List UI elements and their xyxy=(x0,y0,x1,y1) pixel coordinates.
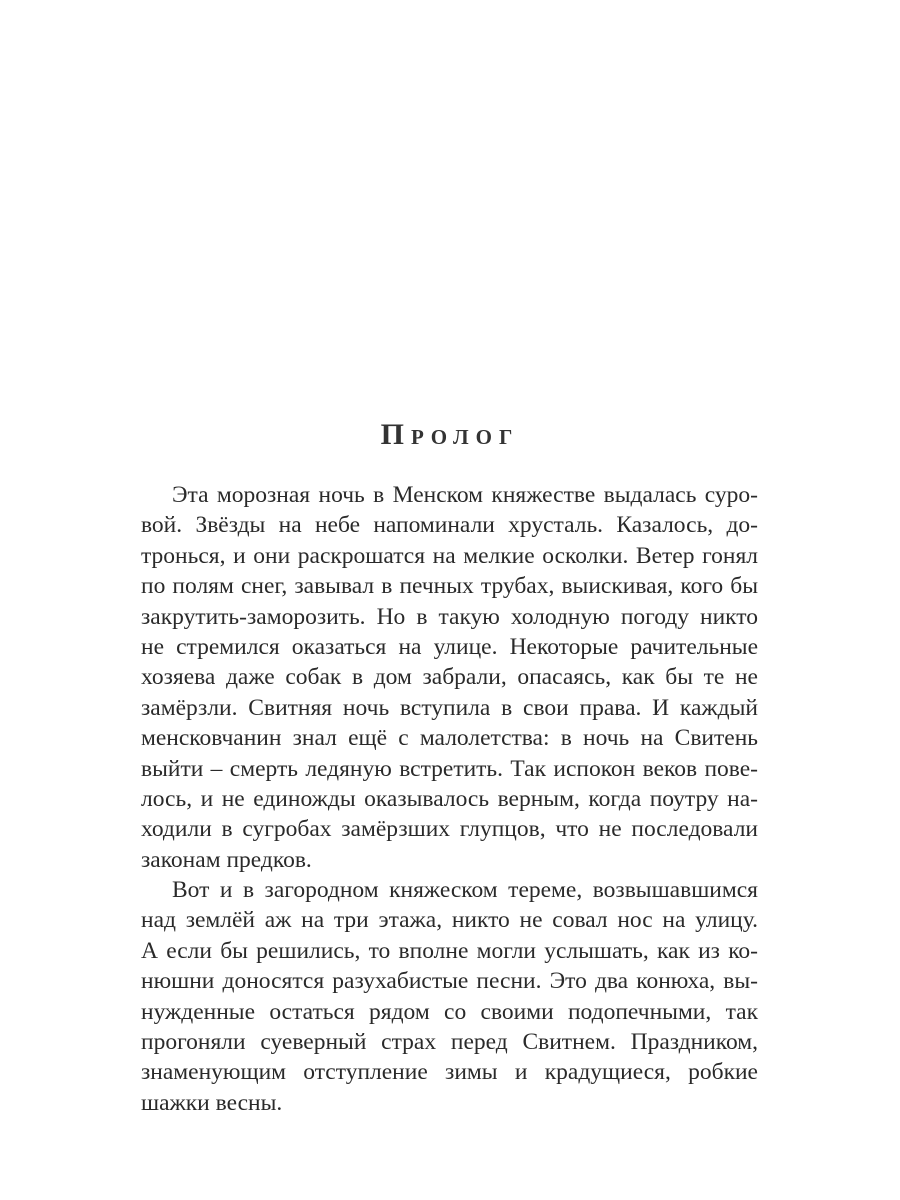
text-line: над землёй аж на три этажа, никто не совал нос на улицу. xyxy=(141,907,758,934)
chapter-title: Пролог xyxy=(380,418,520,451)
text-line: лось, и не единожды оказывалось верным, когда поутру на- xyxy=(141,785,758,812)
text-line: выйти – смерть ледяную встретить. Так испокон веков пове- xyxy=(141,755,758,782)
text-line: тронься, и они раскрошатся на мелкие осколки. Ветер гонял xyxy=(141,542,758,569)
text-line: нюшни доносятся разухабистые песни. Это два конюха, вы- xyxy=(141,968,758,995)
text-line: хозяева даже собак в дом забрали, опасаясь, как бы те не xyxy=(141,664,758,691)
paragraph xyxy=(141,875,758,1118)
text-line: менсковчанин знал ещё с малолетства: в ночь на Свитень xyxy=(141,725,758,752)
text-line: прогоняли суеверный страх перед Свитнем. Праздником, xyxy=(141,1029,758,1056)
text-line: А если бы решились, то вполне могли услышать, как из ко- xyxy=(141,937,758,964)
text-line: по полям снег, завывал в печных трубах, выискивая, кого бы xyxy=(141,573,758,600)
text-line: Вот и в загородном княжеском тереме, возвышавшимся xyxy=(172,877,758,904)
paragraph xyxy=(141,480,758,875)
text-line: замёрзли. Свитняя ночь вступила в свои права. И каждый xyxy=(141,694,758,721)
text-line: нужденные остаться рядом со своими подопечными, так xyxy=(141,998,758,1025)
text-line: шажки весны. xyxy=(141,1089,283,1116)
text-line: законам предков. xyxy=(141,846,312,873)
text-line: не стремился оказаться на улице. Некоторые рачительные xyxy=(141,633,758,660)
body-text xyxy=(141,480,758,1118)
text-line: закрутить-заморозить. Но в такую холодную погоду никто xyxy=(141,603,758,630)
text-line: ходили в сугробах замёрзших глупцов, что не последовали xyxy=(141,816,758,843)
text-line: Эта морозная ночь в Менском княжестве выдалась суро- xyxy=(172,482,758,508)
text-line: знаменующим отступление зимы и крадущиеся, робкие xyxy=(141,1059,758,1086)
text-line: вой. Звёзды на небе напоминали хрусталь. Казалось, до- xyxy=(141,512,758,539)
